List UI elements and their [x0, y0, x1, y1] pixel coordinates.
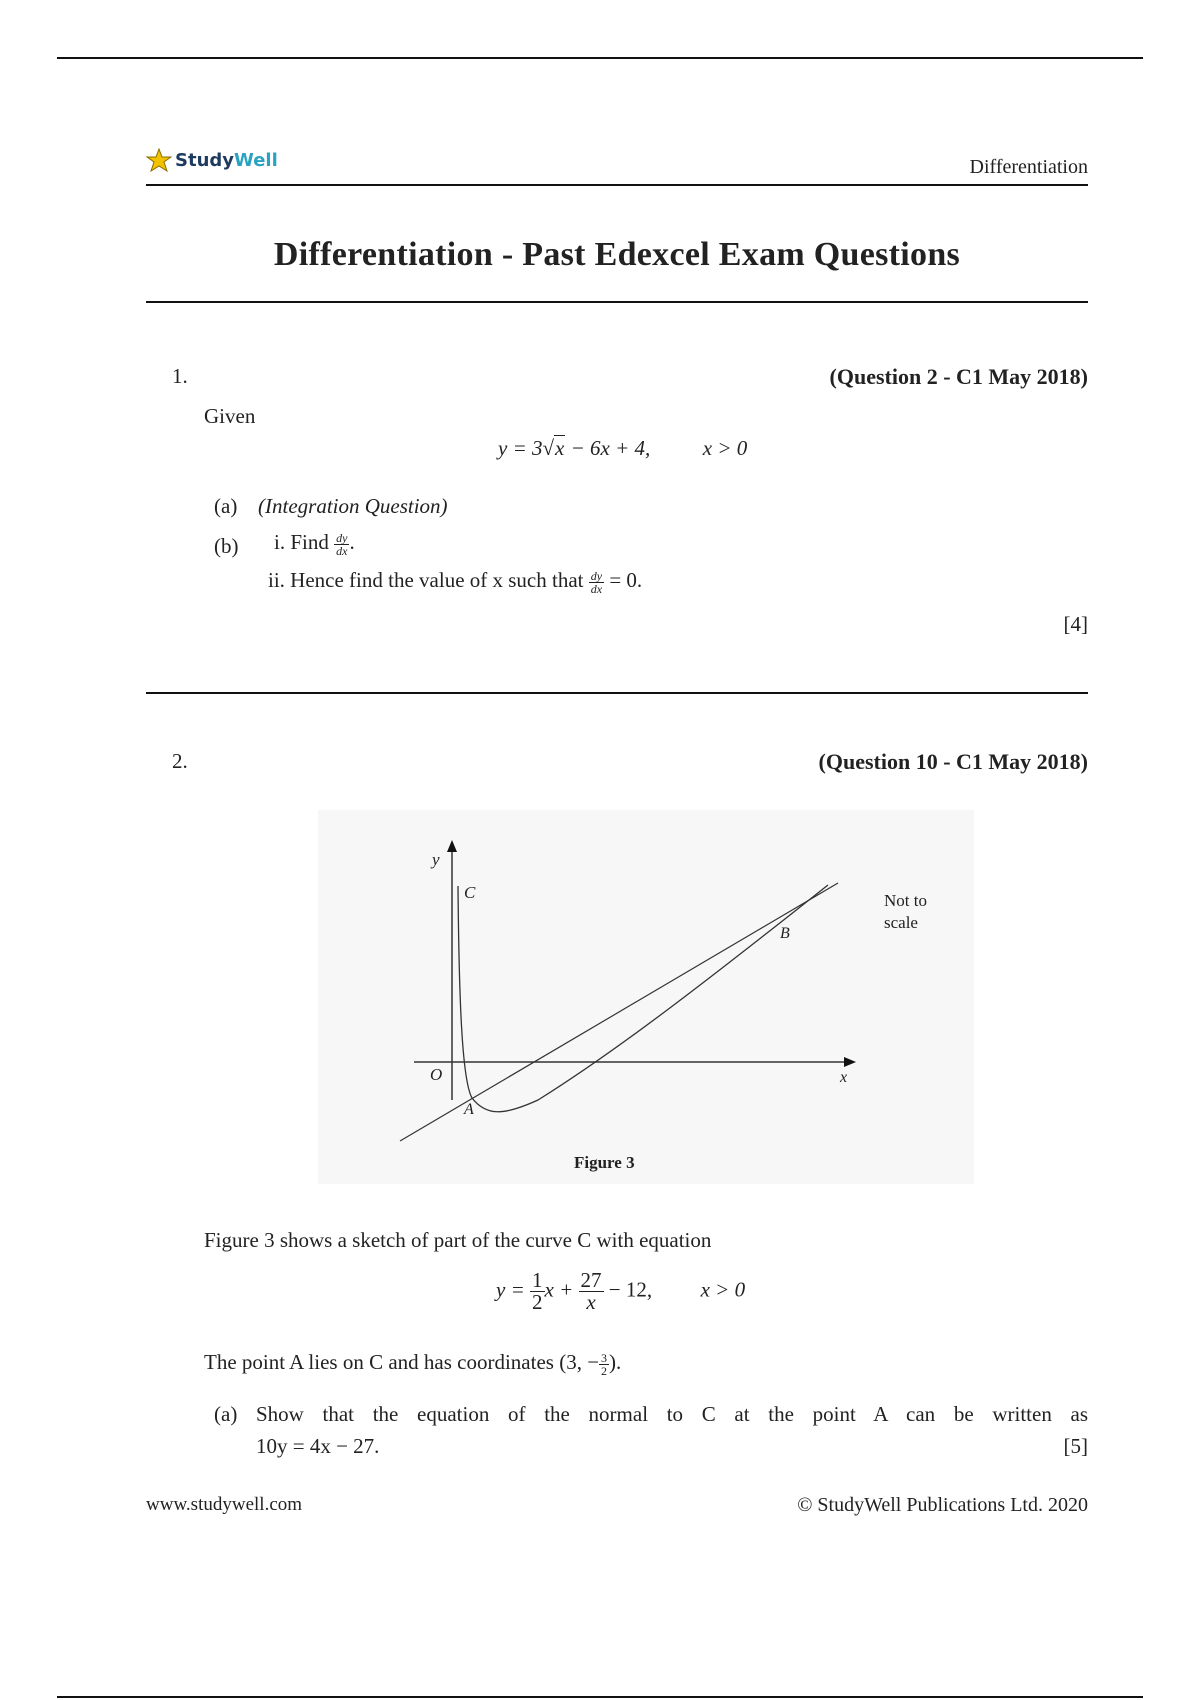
q2-coord-fraction: $\frac{3}{2}$ — [601, 1350, 608, 1378]
footer-copyright: © StudyWell Publications Ltd. 2020 — [797, 1494, 1088, 1516]
label-x: x — [840, 1069, 848, 1086]
q2-part-a-label: (a) — [214, 1402, 238, 1426]
q1-part-a-text: (Integration Question) — [258, 494, 448, 518]
not-to-scale-line1: Not to — [884, 891, 927, 910]
q1-part-b-ii — [268, 568, 642, 595]
figure-3 — [318, 810, 974, 1184]
q2-eq-condition: x > 0 — [700, 1277, 746, 1302]
x-axis-arrow — [844, 1057, 856, 1067]
title-rule — [146, 301, 1088, 303]
figure-caption: Figure 3 — [574, 1153, 635, 1172]
question-2-marks: [5] — [1063, 1434, 1088, 1458]
page-title: Differentiation - Past Edexcel Exam Questions — [273, 236, 961, 273]
question-2-source: (Question 10 - C1 May 2018) — [818, 749, 1088, 774]
q1-eq-condition: x > 0 — [702, 436, 748, 460]
q2-coord-close: ). — [609, 1350, 622, 1374]
q1-eq-sqrt: x — [555, 436, 565, 460]
q1-eq-zero: = 0. — [609, 568, 643, 592]
question-1-intro: Given — [204, 404, 256, 428]
dydx-fraction: $\frac{dy}{dx}$ — [336, 530, 348, 558]
q2-eq-mid: x + — [544, 1277, 574, 1302]
page-bottom-rule — [57, 1696, 1143, 1698]
q2-point-text: The point A lies on C and has coordinates — [204, 1350, 554, 1374]
header-topic: Differentiation — [969, 156, 1088, 178]
y-axis-arrow — [447, 840, 457, 852]
q2-fraction-27-over-x: $\frac{27}{x}$ — [580, 1268, 602, 1314]
header-rule — [146, 184, 1088, 186]
q2-eq-y: y = — [496, 1277, 525, 1302]
question-1-marks: [4] — [1063, 612, 1088, 636]
dydx-fraction-2: $\frac{dy}{dx}$ — [590, 568, 603, 596]
question-2-intro: Figure 3 shows a sketch of part of the curve C with equation — [204, 1228, 712, 1252]
sqrt-sign: √ — [542, 436, 555, 460]
q1-b-i-text: Find — [290, 530, 329, 554]
figure-3-sketch — [318, 810, 974, 1184]
not-to-scale-line2: scale — [884, 913, 918, 932]
q1-part-a-label: (a) — [214, 494, 238, 518]
question-1-source: (Question 2 - C1 May 2018) — [829, 364, 1088, 389]
q1-b-i-label: i. — [274, 530, 286, 554]
brand-name-study: Study — [175, 149, 235, 171]
question-1-number: 1. — [172, 364, 188, 388]
label-a: A — [464, 1101, 474, 1118]
q1-eq-left: y = 3 — [498, 436, 543, 460]
label-y: y — [432, 850, 440, 869]
q2-eq-end: − 12, — [608, 1277, 653, 1302]
question-1-equation — [498, 436, 747, 461]
q2-fraction-half: $\frac{1}{2}$ — [532, 1268, 543, 1314]
brand-logo — [146, 148, 278, 172]
page-top-rule — [57, 57, 1143, 59]
q1-eq-right: − 6x + 4, — [565, 436, 651, 460]
question-2-point-a — [204, 1350, 621, 1377]
q1-b-ii-text: Hence find the value of x such that — [290, 568, 584, 592]
label-o: O — [430, 1065, 443, 1084]
question-separator — [146, 692, 1088, 694]
question-2-number: 2. — [172, 749, 188, 773]
q1-part-b-i: i. Find $\frac{dy}{dx}$ . — [274, 530, 355, 558]
q1-part-b-label: (b) — [214, 534, 239, 558]
q2-coord-open: (3, − — [559, 1350, 600, 1374]
q1-b-ii-label: ii. — [268, 568, 285, 592]
brand-name-well: Well — [234, 149, 278, 171]
question-2-equation — [496, 1270, 745, 1313]
star-icon — [146, 148, 172, 172]
q2-part-a-line1: Show that the equation of the normal to C at the point A can be written as — [256, 1402, 1088, 1426]
footer-website[interactable]: www.studywell.com — [146, 1494, 303, 1515]
q2-part-a-line2: 10y = 4x − 27. — [256, 1434, 380, 1458]
label-b: B — [780, 925, 790, 942]
label-c: C — [464, 883, 476, 902]
